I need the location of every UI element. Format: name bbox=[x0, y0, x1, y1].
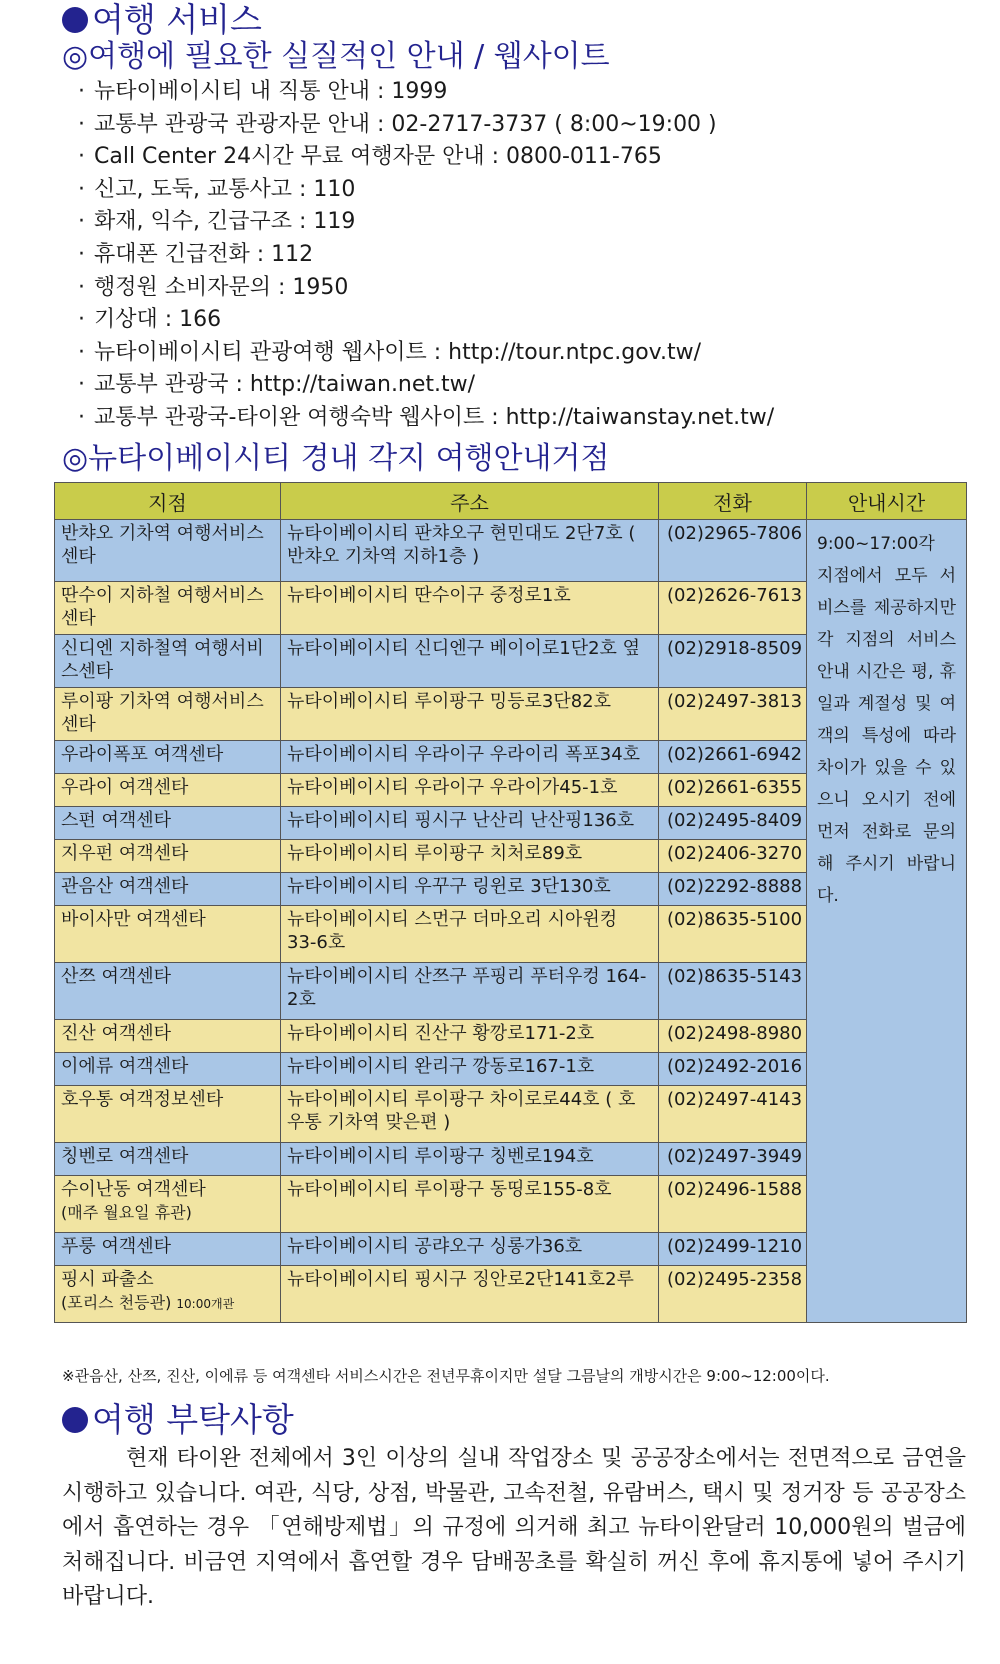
section-title-travel-notice: 여행 부탁사항 bbox=[62, 1400, 294, 1440]
list-item-link: · 교통부 관광국-타이완 여행숙박 웹사이트 : http://taiwanstay.net.tw/ bbox=[78, 404, 775, 430]
cell-branch: 지우펀 여객센타 bbox=[55, 840, 281, 873]
cell-address: 뉴타이베이시티 완리구 깡동로167-1호 bbox=[281, 1053, 659, 1086]
cell-phone: (02)2497-4143 bbox=[659, 1086, 807, 1143]
cell-address: 뉴타이베이시티 핑시구 징안로2단141호2루 bbox=[281, 1266, 659, 1323]
cell-phone: (02)2965-7806 bbox=[659, 520, 807, 582]
notice-paragraph: 현재 타이완 전체에서 3인 이상의 실내 작업장소 및 공공장소에서는 전면적으로 금연을 시행하고 있습니다. 여관, 식당, 상점, 박물관, 고속전철, 유람버스, 택시 및 정거장 등 공공장소에서 흡연하는 경우 「연해방제법」의 규정에 의거해 최고 뉴타이완달러 10,000원의 벌금에 처해집니다. 비금연 지역에서 흡연할 경우 담배꽁초를 확실히 꺼신 후에 휴지통에 넣어 주시기 바랍니다. bbox=[62, 1446, 966, 1609]
col-header-address: 주소 bbox=[281, 483, 659, 520]
info-list bbox=[78, 76, 978, 435]
list-item: · 교통부 관광국 관광자문 안내 : 02-2717-3737 ( 8:00~19:00 ) bbox=[78, 111, 717, 137]
cell-phone: (02)8635-5100 bbox=[659, 906, 807, 963]
opening-time-note: 10:00개관 bbox=[176, 1297, 235, 1311]
branch-subname: (포리스 천등관) 10:00개관 bbox=[61, 1293, 235, 1312]
cell-address: 뉴타이베이시티 우라이구 우라이가45-1호 bbox=[281, 774, 659, 807]
cell-phone: (02)2292-8888 bbox=[659, 873, 807, 906]
cell-branch bbox=[55, 1176, 281, 1233]
cell-hours-note: 9:00~17:00각 지점에서 모두 서비스를 제공하지만 각 지점의 서비스 안내 시간은 평, 휴일과 계절성 및 여객의 특성에 따라 차이가 있을 수 있으니 오시기 전에 먼저 전화로 문의해 주시기 바랍니다. bbox=[807, 520, 967, 1323]
bullet-circle-icon bbox=[62, 1407, 88, 1433]
cell-phone: (02)2499-1210 bbox=[659, 1233, 807, 1266]
cell-branch bbox=[55, 1266, 281, 1323]
subheading-info-centers: ◎뉴타이베이시티 경내 각지 여행안내거점 bbox=[62, 441, 610, 476]
cell-branch: 칭벤로 여객센타 bbox=[55, 1143, 281, 1176]
cell-address: 뉴타이베이시티 산쯔구 푸핑리 푸터우컹 164-2호 bbox=[281, 963, 659, 1020]
cell-phone: (02)2495-8409 bbox=[659, 807, 807, 840]
table-row bbox=[55, 520, 967, 582]
cell-branch: 우라이 여객센타 bbox=[55, 774, 281, 807]
cell-branch: 관음산 여객센타 bbox=[55, 873, 281, 906]
cell-branch: 반챠오 기차역 여행서비스센타 bbox=[55, 520, 281, 582]
cell-address: 뉴타이베이시티 루이팡구 동띵로155-8호 bbox=[281, 1176, 659, 1233]
cell-address: 뉴타이베이시티 딴수이구 중정로1호 bbox=[281, 582, 659, 635]
cell-phone: (02)2498-8980 bbox=[659, 1020, 807, 1053]
cell-address: 뉴타이베이시티 스먼구 더마오리 시아윈컹 33-6호 bbox=[281, 906, 659, 963]
cell-branch: 바이사만 여객센타 bbox=[55, 906, 281, 963]
cell-phone: (02)2497-3813 bbox=[659, 688, 807, 741]
cell-branch: 스펀 여객센타 bbox=[55, 807, 281, 840]
cell-branch: 딴수이 지하철 여행서비스센타 bbox=[55, 582, 281, 635]
cell-branch: 푸룽 여객센타 bbox=[55, 1233, 281, 1266]
cell-address: 뉴타이베이시티 신디엔구 베이이로1단2호 옆 bbox=[281, 635, 659, 688]
list-item: · 신고, 도둑, 교통사고 : 110 bbox=[78, 176, 356, 202]
cell-address: 뉴타이베이시티 진산구 황깡로171-2호 bbox=[281, 1020, 659, 1053]
footnote: ※관음산, 산쯔, 진산, 이에류 등 여객센타 서비스시간은 전년무휴이지만 설달 그믐날의 개방시간은 9:00~12:00이다. bbox=[62, 1367, 830, 1385]
cell-address: 뉴타이베이시티 루이팡구 칭벤로194호 bbox=[281, 1143, 659, 1176]
cell-phone: (02)2406-3270 bbox=[659, 840, 807, 873]
cell-branch: 호우통 여객정보센타 bbox=[55, 1086, 281, 1143]
cell-address: 뉴타이베이시티 루이팡구 치처로89호 bbox=[281, 840, 659, 873]
list-item-link: · 교통부 관광국 : http://taiwan.net.tw/ bbox=[78, 372, 476, 398]
cell-address: 뉴타이베이시티 루이팡구 차이로로44호 ( 호우통 기차역 맞은편 ) bbox=[281, 1086, 659, 1143]
cell-address: 뉴타이베이시티 공랴오구 싱롱가36호 bbox=[281, 1233, 659, 1266]
col-header-phone: 전화 bbox=[659, 483, 807, 520]
cell-address: 뉴타이베이시티 핑시구 난산리 난산핑136호 bbox=[281, 807, 659, 840]
cell-phone: (02)2492-2016 bbox=[659, 1053, 807, 1086]
list-item: · 기상대 : 166 bbox=[78, 307, 222, 333]
list-item: · 휴대폰 긴급전화 : 112 bbox=[78, 241, 314, 267]
cell-address: 뉴타이베이시티 우꾸구 링윈로 3단130호 bbox=[281, 873, 659, 906]
cell-phone: (02)2661-6355 bbox=[659, 774, 807, 807]
cell-branch: 이에류 여객센타 bbox=[55, 1053, 281, 1086]
list-item: · 화재, 익수, 긴급구조 : 119 bbox=[78, 209, 356, 235]
cell-phone: (02)2496-1588 bbox=[659, 1176, 807, 1233]
cell-branch: 산쯔 여객센타 bbox=[55, 963, 281, 1020]
col-header-hours: 안내시간 bbox=[807, 483, 967, 520]
cell-address: 뉴타이베이시티 판챠오구 현민대도 2단7호 ( 반챠오 기차역 지하1층 ) bbox=[281, 520, 659, 582]
cell-address: 뉴타이베이시티 루이팡구 밍등로3단82호 bbox=[281, 688, 659, 741]
cell-phone: (02)2918-8509 bbox=[659, 635, 807, 688]
info-center-table bbox=[54, 482, 967, 1323]
cell-branch: 진산 여객센타 bbox=[55, 1020, 281, 1053]
cell-phone: (02)2495-2358 bbox=[659, 1266, 807, 1323]
cell-branch: 루이팡 기차역 여행서비스센타 bbox=[55, 688, 281, 741]
branch-closed-note: (매주 월요일 휴관) bbox=[61, 1203, 192, 1222]
cell-address: 뉴타이베이시티 우라이구 우라이리 폭포34호 bbox=[281, 741, 659, 774]
cell-phone: (02)2661-6942 bbox=[659, 741, 807, 774]
list-item: · 행정원 소비자문의 : 1950 bbox=[78, 274, 349, 300]
branch-name: 핑시 파출소 bbox=[61, 1269, 154, 1290]
cell-phone: (02)8635-5143 bbox=[659, 963, 807, 1020]
list-item: · 뉴타이베이시티 내 직통 안내 : 1999 bbox=[78, 79, 448, 104]
section-title-travel-service: 여행 서비스 bbox=[62, 0, 262, 40]
table-header-row bbox=[55, 483, 967, 520]
cell-phone: (02)2626-7613 bbox=[659, 582, 807, 635]
cell-branch: 우라이폭포 여객센타 bbox=[55, 741, 281, 774]
cell-branch: 신디엔 지하철역 여행서비스센타 bbox=[55, 635, 281, 688]
list-item-link: · 뉴타이베이시티 관광여행 웹사이트 : http://tour.ntpc.gov.tw/ bbox=[78, 339, 701, 365]
list-item: · Call Center 24시간 무료 여행자문 안내 : 0800-011-765 bbox=[78, 144, 662, 170]
cell-phone: (02)2497-3949 bbox=[659, 1143, 807, 1176]
bullet-circle-icon bbox=[62, 7, 88, 33]
subheading-practical-info: ◎여행에 필요한 실질적인 안내 / 웹사이트 bbox=[62, 39, 610, 74]
col-header-branch: 지점 bbox=[55, 483, 281, 520]
branch-name: 수이난동 여객센타 bbox=[61, 1179, 206, 1200]
